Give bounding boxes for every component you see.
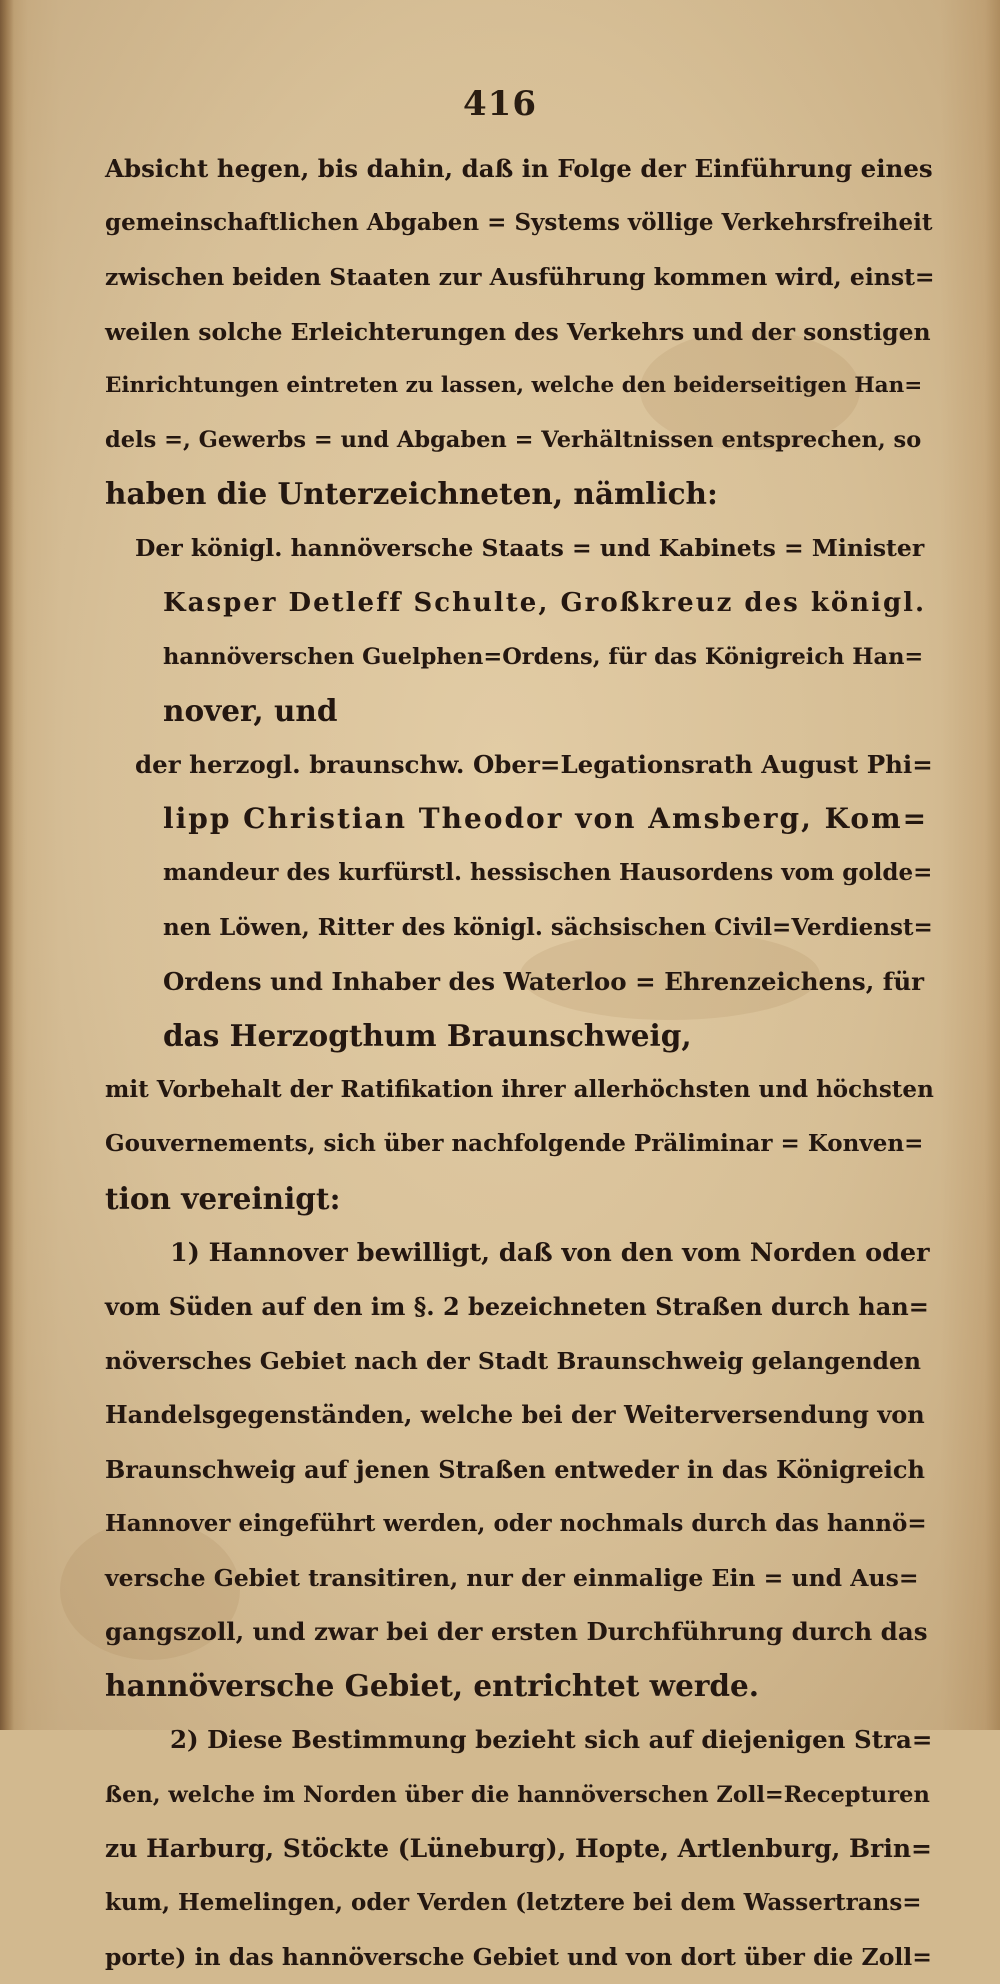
text-line: nover, und (163, 692, 338, 728)
text-line: mandeur des kurfürstl. hessischen Hausordens vom golde= (163, 859, 933, 887)
text-line: Absicht hegen, bis dahin, daß in Folge der Einführung eines (105, 154, 933, 183)
text-line: ßen, welche im Norden über die hannöverschen Zoll=Recepturen (105, 1781, 930, 1808)
text-line: vom Süden auf den im §. 2 bezeichneten Straßen durch han= (105, 1291, 929, 1321)
text-line: Gouvernements, sich über nachfolgende Präliminar = Konven= (105, 1130, 924, 1158)
text-line: versche Gebiet transitiren, nur der einmalige Ein = und Aus= (105, 1563, 919, 1592)
text-line: 1) Hannover bewilligt, daß von den vom Norden oder (170, 1237, 930, 1268)
text-line: der herzogl. braunschw. Ober=Legationsrath August Phi= (135, 750, 933, 780)
text-line: dels =, Gewerbs = und Abgaben = Verhältnissen entsprechen, so (105, 426, 922, 453)
text-line: Einrichtungen eintreten zu lassen, welche den beiderseitigen Han= (105, 372, 923, 398)
text-line: gemeinschaftlichen Abgaben = Systems völlige Verkehrsfreiheit (105, 209, 933, 237)
text-line: növersches Gebiet nach der Stadt Braunschweig gelangenden (105, 1347, 922, 1376)
text-line: hannöversche Gebiet, entrichtet werde. (105, 1668, 760, 1704)
text-line: mit Vorbehalt der Ratifikation ihrer allerhöchsten und höchsten (105, 1076, 934, 1104)
text-line: Kasper Detleff Schulte, Großkreuz des königl. (163, 587, 927, 618)
text-line: haben die Unterzeichneten, nämlich: (105, 476, 718, 512)
text-line: hannöverschen Guelphen=Ordens, für das Königreich Han= (163, 643, 924, 670)
text-line: nen Löwen, Ritter des königl. sächsischen Civil=Verdienst= (163, 913, 933, 941)
page-number: 416 (463, 84, 537, 124)
text-line: weilen solche Erleichterungen des Verkehrs und der sonstigen (105, 317, 931, 346)
text-line: das Herzogthum Braunschweig, (163, 1018, 692, 1053)
text-line: kum, Hemelingen, oder Verden (letztere bei dem Wassertrans= (105, 1889, 922, 1916)
text-line: Braunschweig auf jenen Straßen entweder in das Königreich (105, 1454, 925, 1484)
text-line: tion vereinigt: (105, 1180, 341, 1216)
text-line: Hannover eingeführt werden, oder nochmals durch das hannö= (105, 1509, 927, 1537)
text-line: 2) Diese Bestimmung bezieht sich auf diejenigen Stra= (170, 1725, 933, 1755)
text-line: porte) in das hannöversche Gebiet und von dort über die Zoll= (105, 1943, 932, 1972)
body-text (105, 142, 935, 1984)
text-line: Handelsgegenständen, welche bei der Weiterversendung von (105, 1400, 925, 1430)
text-line: Ordens und Inhaber des Waterloo = Ehrenzeichens, für (163, 966, 925, 996)
text-line: Der königl. hannöversche Staats = und Kabinets = Minister (135, 534, 925, 563)
text-line: gangszoll, und zwar bei der ersten Durchführung durch das (105, 1617, 928, 1647)
text-line: lipp Christian Theodor von Amsberg, Kom= (163, 802, 929, 836)
text-line: zwischen beiden Staaten zur Ausführung kommen wird, einst= (105, 263, 935, 292)
text-line: zu Harburg, Stöckte (Lüneburg), Hopte, Artlenburg, Brin= (105, 1833, 932, 1863)
